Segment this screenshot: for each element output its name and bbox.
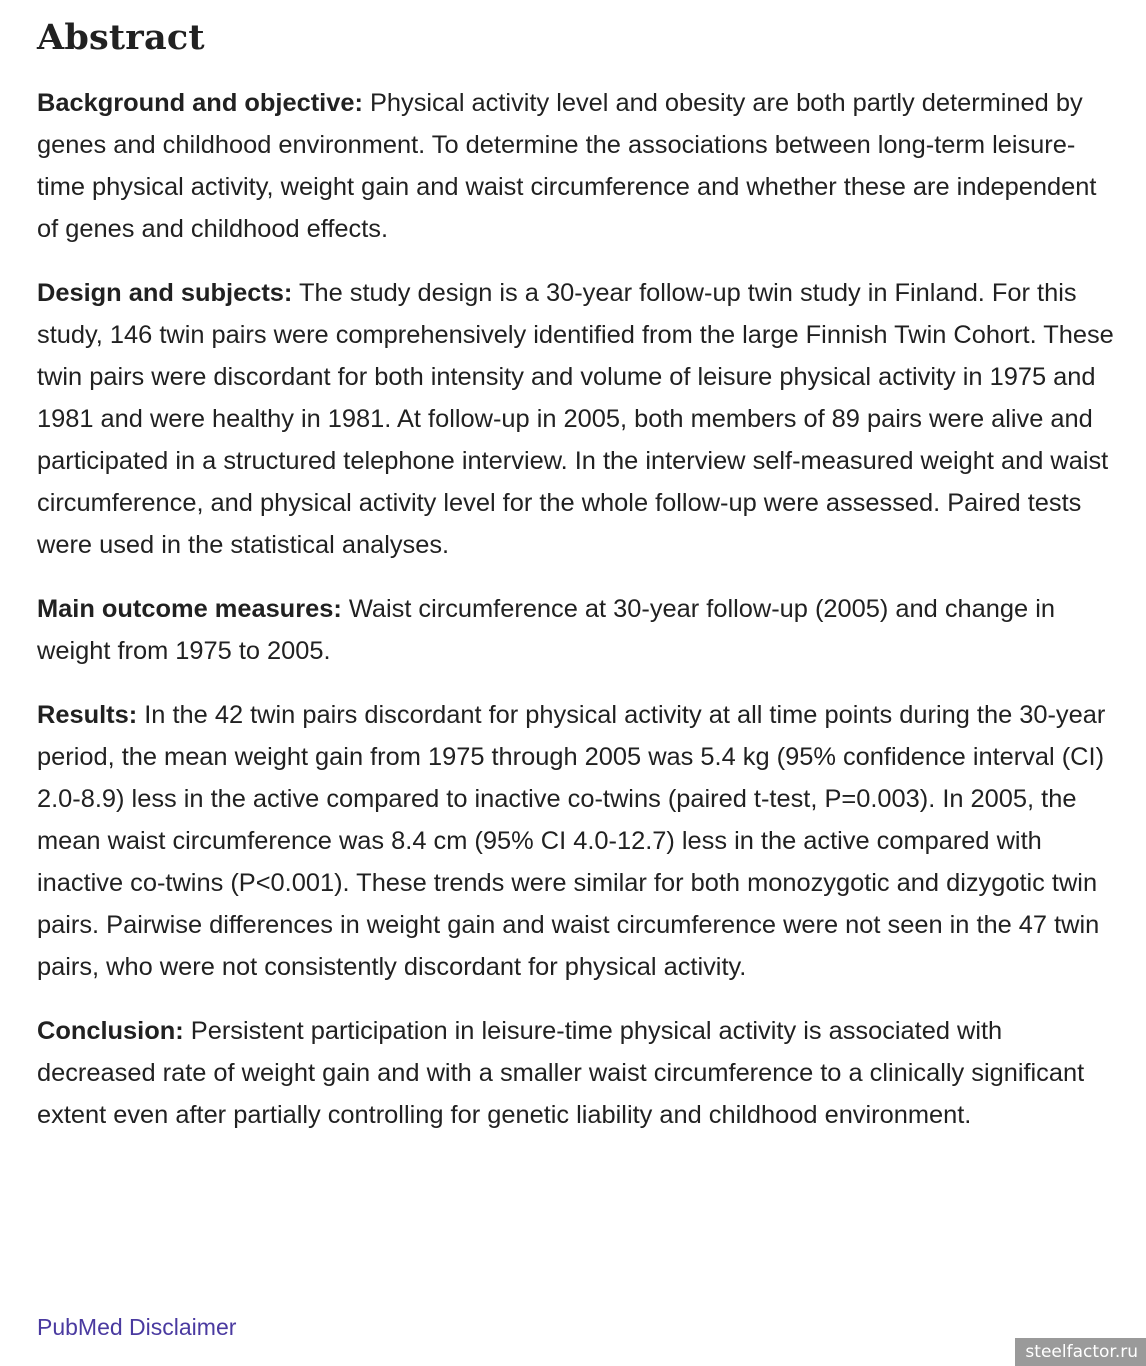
section-label: Main outcome measures: bbox=[37, 595, 342, 623]
abstract-outcome-paragraph bbox=[37, 588, 1117, 672]
abstract-results-paragraph bbox=[37, 694, 1117, 988]
section-text: Persistent participation in leisure-time physical activity is associated with decreased rate of weight gain and with a smaller waist circumference to a clinically significant extent even after partially controlling for genetic liability and childhood environment. bbox=[37, 1017, 1085, 1129]
abstract-background-paragraph bbox=[37, 82, 1117, 250]
section-text: The study design is a 30-year follow-up twin study in Finland. For this study, 146 twin pairs were comprehensively identified from the large Finnish Twin Cohort. These twin pairs were discordant for both intensity and volume of leisure physical activity in 1975 and 1981 and were healthy in 1981. At follow-up in 2005, both members of 89 pairs were alive and participated in a structured telephone interview. In the interview self-measured weight and waist circumference, and physical activity level for the whole follow-up were assessed. Paired tests were used in the statistical analyses. bbox=[37, 279, 1114, 559]
pubmed-disclaimer-link[interactable]: PubMed Disclaimer bbox=[37, 1314, 237, 1340]
section-text: Physical activity level and obesity are both partly determined by genes and childhood environment. To determine the associations between long-term leisure-time physical activity, weight gain and waist circumference and whether these are independent of genes and childhood effects. bbox=[37, 89, 1097, 243]
section-text: Waist circumference at 30-year follow-up (2005) and change in weight from 1975 to 2005. bbox=[37, 595, 1055, 665]
section-label: Design and subjects: bbox=[37, 279, 293, 307]
watermark: steelfactor.ru bbox=[1015, 1338, 1146, 1366]
abstract-section bbox=[37, 14, 1117, 1158]
section-label: Results: bbox=[37, 701, 138, 729]
abstract-design-paragraph bbox=[37, 272, 1117, 566]
section-label: Conclusion: bbox=[37, 1017, 184, 1045]
abstract-conclusion-paragraph bbox=[37, 1010, 1117, 1136]
abstract-heading: Abstract bbox=[37, 17, 205, 58]
section-label: Background and objective: bbox=[37, 89, 363, 117]
section-text: In the 42 twin pairs discordant for physical activity at all time points during the 30-year period, the mean weight gain from 1975 through 2005 was 5.4 kg (95% confidence interval (CI) 2.0-8.9) less in the active compared to inactive co-twins (paired t-test, P=0.003). In 2005, the mean waist circumference was 8.4 cm (95% CI 4.0-12.7) less in the active compared with inactive co-twins (P<0.001). These trends were similar for both monozygotic and dizygotic twin pairs. Pairwise differences in weight gain and waist circumference were not seen in the 47 twin pairs, who were not consistently discordant for physical activity. bbox=[37, 701, 1106, 981]
